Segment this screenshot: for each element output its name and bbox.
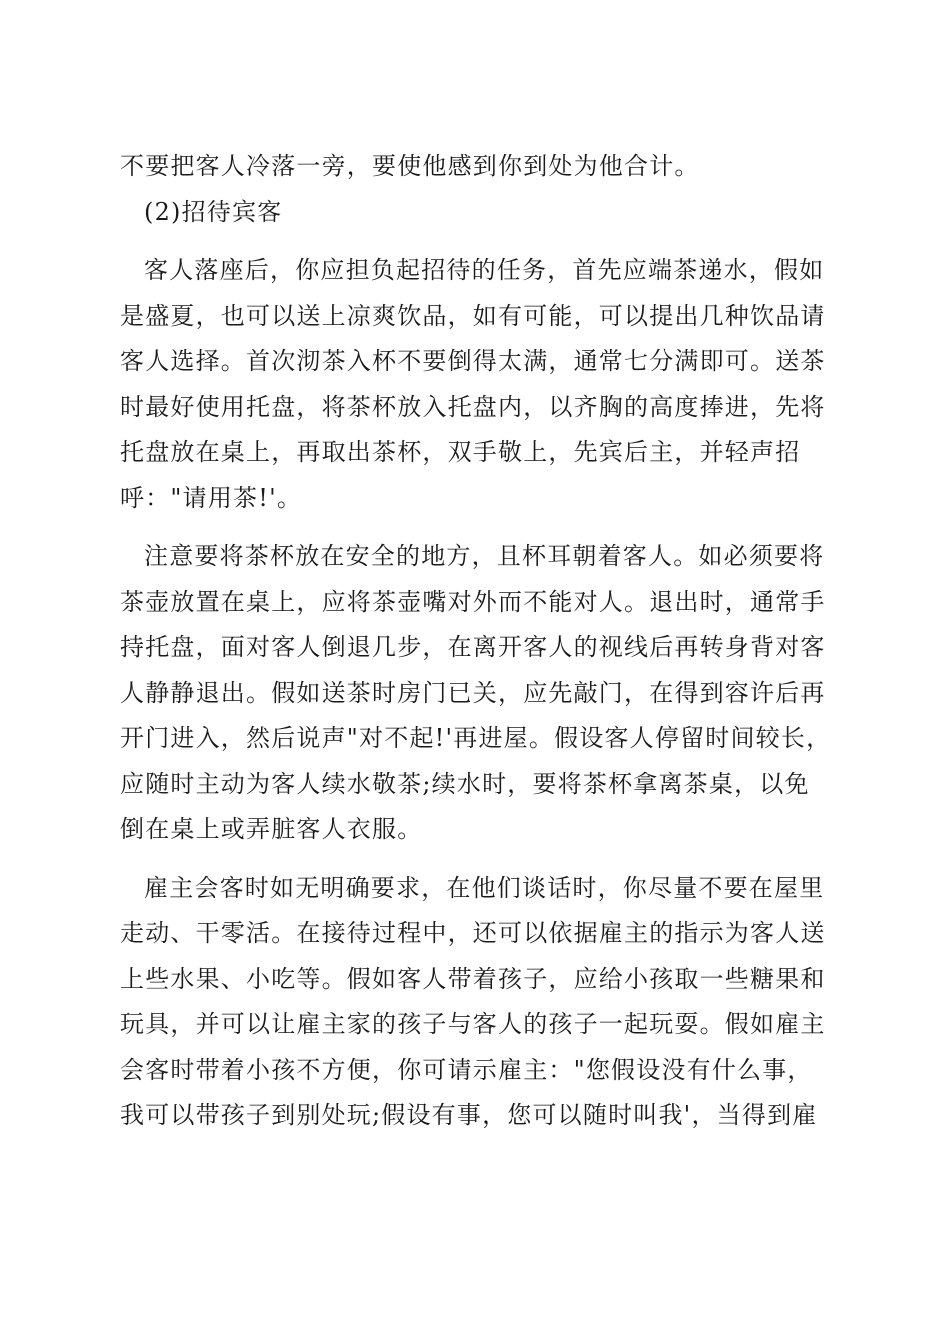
paragraph-employer-meeting: [120, 866, 835, 1139]
text-line: 时最好使用托盘，将茶杯放入托盘内，以齐胸的高度捧进，先将: [120, 392, 826, 421]
text-line: 玩具，并可以让雇主家的孩子与客人的孩子一起玩耍。假如雇主: [120, 1010, 826, 1038]
paragraph-continuation: [120, 144, 835, 190]
text-line: 倒在桌上或弄脏客人衣服。: [120, 815, 423, 843]
text-line: 客人选择。首次沏茶入杯不要倒得太满，通常七分满即可。送茶: [120, 347, 826, 375]
text-line: 雇主会客时如无明确要求，在他们谈话时，你尽量不要在屋里: [144, 873, 825, 902]
document-body: [120, 144, 835, 1139]
text-line: 托盘放在桌上，再取出茶杯，双手敬上，先宾后主，并轻声招: [120, 438, 801, 466]
text-line: 走动、干零活。在接待过程中，还可以依据雇主的指示为客人送: [120, 919, 826, 947]
text-line: 我可以带孩子到别处玩;假设有事，您可以随时叫我'，当得到雇: [120, 1101, 818, 1129]
text-line: 会客时带着小孩不方便，你可请示雇主："您假设没有什么事，: [120, 1055, 813, 1084]
text-line: 呼："请用茶!'。: [120, 483, 303, 512]
text-line: 是盛夏，也可以送上凉爽饮品，如有可能，可以提出几种饮品请: [120, 301, 826, 330]
text-line: 茶壶放置在桌上，应将茶壶嘴对外而不能对人。退出时，通常手: [120, 587, 826, 616]
text-line: 客人落座后，你应担负起招待的任务，首先应端茶递水，假如: [144, 256, 825, 284]
heading-text: (2)招待宾客: [144, 197, 283, 226]
paragraph-serving-guests: [120, 248, 835, 521]
text-line: 持托盘，面对客人倒退几步，在离开客人的视线后再转身背对客: [120, 633, 826, 661]
text-line: 注意要将茶杯放在安全的地方，且杯耳朝着客人。如必须要将: [144, 542, 825, 570]
text-line: 人静静退出。假如送茶时房门已关，应先敲门，在得到容许后再: [120, 678, 826, 707]
text-line: 开门进入，然后说声"对不起!'再进屋。假设客人停留时间较长，: [120, 724, 832, 752]
text-line: 应随时主动为客人续水敬茶;续水时，要将茶杯拿离茶桌，以免: [120, 769, 810, 798]
text-line: 不要把客人冷落一旁，要使他感到你到处为他合计。: [120, 152, 700, 180]
paragraph-tea-safety: [120, 534, 835, 853]
text-line: 上些水果、小吃等。假如客人带着孩子，应给小孩取一些糖果和: [120, 964, 826, 993]
section-heading: [120, 190, 835, 236]
